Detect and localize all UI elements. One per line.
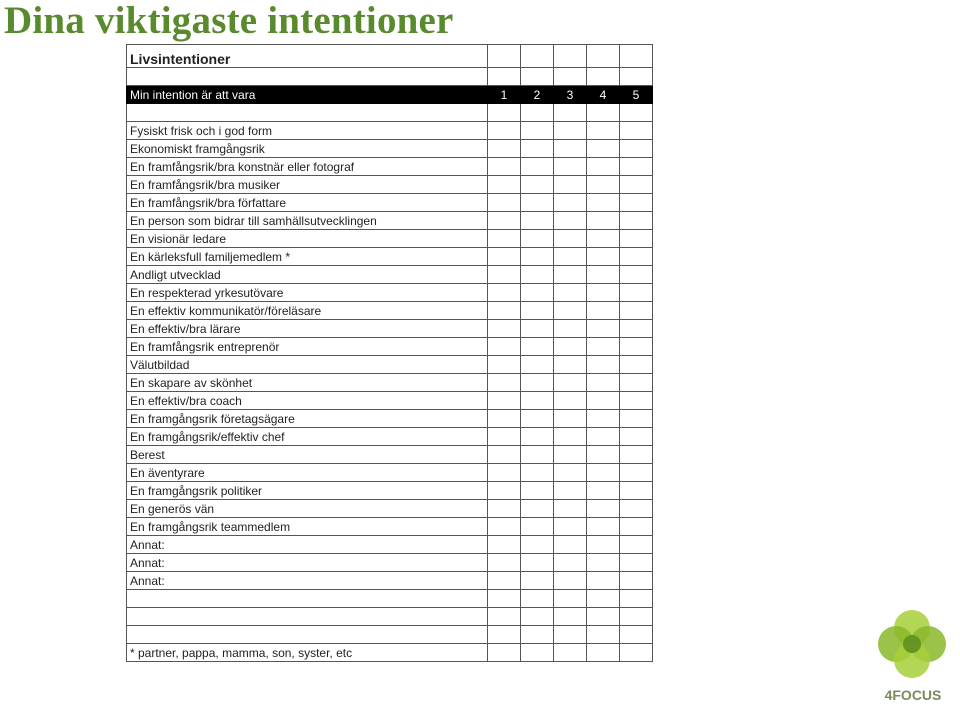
score-cell[interactable] bbox=[521, 554, 554, 572]
blank-row bbox=[127, 626, 653, 644]
score-cell[interactable] bbox=[488, 626, 521, 644]
score-cell[interactable] bbox=[587, 104, 620, 122]
header-row bbox=[127, 86, 653, 104]
row-label bbox=[127, 590, 488, 608]
score-cell[interactable] bbox=[587, 122, 620, 140]
table-row bbox=[127, 284, 653, 302]
score-cell[interactable] bbox=[521, 482, 554, 500]
score-cell[interactable] bbox=[587, 518, 620, 536]
score-cell[interactable] bbox=[620, 194, 653, 212]
score-cell[interactable] bbox=[554, 176, 587, 194]
score-cell[interactable] bbox=[521, 626, 554, 644]
score-cell[interactable] bbox=[488, 500, 521, 518]
score-cell[interactable] bbox=[620, 518, 653, 536]
score-cell[interactable] bbox=[587, 482, 620, 500]
score-cell[interactable] bbox=[620, 158, 653, 176]
row-label bbox=[127, 104, 488, 122]
table-row bbox=[127, 374, 653, 392]
section-title-row bbox=[127, 45, 653, 68]
intention-label: Fysiskt frisk och i god form bbox=[127, 122, 488, 140]
score-cell[interactable] bbox=[488, 518, 521, 536]
score-cell[interactable] bbox=[587, 320, 620, 338]
score-cell[interactable] bbox=[554, 536, 587, 554]
score-cell[interactable] bbox=[620, 482, 653, 500]
score-cell[interactable] bbox=[521, 518, 554, 536]
score-cell[interactable] bbox=[587, 284, 620, 302]
score-cell[interactable] bbox=[620, 45, 653, 68]
table-row bbox=[127, 158, 653, 176]
score-cell[interactable] bbox=[554, 644, 587, 662]
score-cell[interactable] bbox=[521, 45, 554, 68]
score-cell[interactable] bbox=[620, 212, 653, 230]
score-cell[interactable] bbox=[521, 374, 554, 392]
score-cell[interactable] bbox=[488, 45, 521, 68]
table-row bbox=[127, 212, 653, 230]
score-cell[interactable] bbox=[587, 356, 620, 374]
score-cell[interactable] bbox=[554, 590, 587, 608]
table-row bbox=[127, 446, 653, 464]
score-cell[interactable] bbox=[488, 68, 521, 86]
score-cell[interactable] bbox=[620, 176, 653, 194]
score-cell[interactable] bbox=[521, 500, 554, 518]
score-cell[interactable] bbox=[554, 302, 587, 320]
score-cell[interactable] bbox=[587, 626, 620, 644]
score-cell[interactable] bbox=[521, 230, 554, 248]
score-cell[interactable] bbox=[488, 302, 521, 320]
score-cell[interactable] bbox=[587, 572, 620, 590]
score-cell[interactable] bbox=[554, 68, 587, 86]
score-cell[interactable] bbox=[587, 140, 620, 158]
intention-label: Annat: bbox=[127, 536, 488, 554]
score-cell[interactable] bbox=[620, 572, 653, 590]
blank-row bbox=[127, 68, 653, 86]
logo-text: 4FOCUS bbox=[884, 687, 942, 703]
blank-row bbox=[127, 590, 653, 608]
score-cell[interactable] bbox=[488, 320, 521, 338]
score-cell[interactable] bbox=[620, 266, 653, 284]
score-cell[interactable] bbox=[554, 500, 587, 518]
intention-label: En framgångsrik/effektiv chef bbox=[127, 428, 488, 446]
score-cell[interactable] bbox=[521, 284, 554, 302]
scale-header-5: 5 bbox=[620, 86, 653, 104]
score-cell[interactable] bbox=[554, 554, 587, 572]
score-cell[interactable] bbox=[488, 248, 521, 266]
score-cell[interactable] bbox=[587, 194, 620, 212]
4focus-logo bbox=[866, 604, 960, 704]
table-row bbox=[127, 140, 653, 158]
score-cell[interactable] bbox=[587, 45, 620, 68]
score-cell[interactable] bbox=[554, 45, 587, 68]
score-cell[interactable] bbox=[587, 536, 620, 554]
row-label bbox=[127, 626, 488, 644]
score-cell[interactable] bbox=[587, 338, 620, 356]
score-cell[interactable] bbox=[587, 248, 620, 266]
score-cell[interactable] bbox=[620, 68, 653, 86]
score-cell[interactable] bbox=[521, 356, 554, 374]
score-cell[interactable] bbox=[488, 482, 521, 500]
score-cell[interactable] bbox=[521, 104, 554, 122]
score-cell[interactable] bbox=[587, 590, 620, 608]
score-cell[interactable] bbox=[488, 410, 521, 428]
score-cell[interactable] bbox=[554, 356, 587, 374]
score-cell[interactable] bbox=[521, 212, 554, 230]
score-cell[interactable] bbox=[620, 392, 653, 410]
score-cell[interactable] bbox=[521, 590, 554, 608]
score-cell[interactable] bbox=[554, 212, 587, 230]
score-cell[interactable] bbox=[554, 374, 587, 392]
score-cell[interactable] bbox=[554, 428, 587, 446]
score-cell[interactable] bbox=[620, 338, 653, 356]
table-row bbox=[127, 500, 653, 518]
score-cell[interactable] bbox=[587, 302, 620, 320]
score-cell[interactable] bbox=[620, 410, 653, 428]
score-cell[interactable] bbox=[488, 572, 521, 590]
score-cell[interactable] bbox=[620, 122, 653, 140]
table-row bbox=[127, 482, 653, 500]
score-cell[interactable] bbox=[554, 464, 587, 482]
table-row bbox=[127, 428, 653, 446]
page-title: Dina viktigaste intentioner bbox=[4, 0, 454, 42]
score-cell[interactable] bbox=[521, 176, 554, 194]
score-cell[interactable] bbox=[521, 158, 554, 176]
table-row bbox=[127, 302, 653, 320]
intention-label: En person som bidrar till samhällsutvecklingen bbox=[127, 212, 488, 230]
table-row bbox=[127, 518, 653, 536]
score-cell[interactable] bbox=[620, 608, 653, 626]
score-cell[interactable] bbox=[488, 194, 521, 212]
intention-label: En skapare av skönhet bbox=[127, 374, 488, 392]
table-row bbox=[127, 122, 653, 140]
score-cell[interactable] bbox=[587, 176, 620, 194]
score-cell[interactable] bbox=[587, 392, 620, 410]
intentions-table bbox=[126, 44, 653, 662]
score-cell[interactable] bbox=[587, 410, 620, 428]
intention-label: En respekterad yrkesutövare bbox=[127, 284, 488, 302]
score-cell[interactable] bbox=[488, 356, 521, 374]
score-cell[interactable] bbox=[554, 626, 587, 644]
intention-label: Andligt utvecklad bbox=[127, 266, 488, 284]
score-cell[interactable] bbox=[620, 554, 653, 572]
blank-row bbox=[127, 608, 653, 626]
score-cell[interactable] bbox=[620, 104, 653, 122]
score-cell[interactable] bbox=[620, 590, 653, 608]
score-cell[interactable] bbox=[620, 644, 653, 662]
row-label bbox=[127, 68, 488, 86]
score-cell[interactable] bbox=[587, 500, 620, 518]
score-cell[interactable] bbox=[554, 248, 587, 266]
score-cell[interactable] bbox=[488, 284, 521, 302]
score-cell[interactable] bbox=[554, 410, 587, 428]
score-cell[interactable] bbox=[488, 464, 521, 482]
scale-header-3: 3 bbox=[554, 86, 587, 104]
intention-label: Berest bbox=[127, 446, 488, 464]
intention-label: Annat: bbox=[127, 572, 488, 590]
intention-label: En effektiv kommunikatör/föreläsare bbox=[127, 302, 488, 320]
score-cell[interactable] bbox=[587, 266, 620, 284]
score-cell[interactable] bbox=[554, 572, 587, 590]
score-cell[interactable] bbox=[620, 626, 653, 644]
score-cell[interactable] bbox=[554, 482, 587, 500]
score-cell[interactable] bbox=[488, 176, 521, 194]
logo-circle-center bbox=[903, 635, 921, 653]
table-row bbox=[127, 410, 653, 428]
score-cell[interactable] bbox=[620, 536, 653, 554]
score-cell[interactable] bbox=[521, 122, 554, 140]
score-cell[interactable] bbox=[620, 500, 653, 518]
table-row bbox=[127, 572, 653, 590]
table-row bbox=[127, 338, 653, 356]
score-cell[interactable] bbox=[554, 518, 587, 536]
score-cell[interactable] bbox=[488, 266, 521, 284]
header-label: Min intention är att vara bbox=[127, 86, 488, 104]
score-cell[interactable] bbox=[521, 428, 554, 446]
score-cell[interactable] bbox=[521, 248, 554, 266]
table-row bbox=[127, 194, 653, 212]
score-cell[interactable] bbox=[488, 104, 521, 122]
score-cell[interactable] bbox=[587, 554, 620, 572]
score-cell[interactable] bbox=[488, 446, 521, 464]
score-cell[interactable] bbox=[587, 68, 620, 86]
footnote: * partner, pappa, mamma, son, syster, etc bbox=[127, 644, 488, 662]
score-cell[interactable] bbox=[587, 644, 620, 662]
score-cell[interactable] bbox=[488, 338, 521, 356]
score-cell[interactable] bbox=[554, 230, 587, 248]
intention-label: Ekonomiskt framgångsrik bbox=[127, 140, 488, 158]
intention-label: En effektiv/bra lärare bbox=[127, 320, 488, 338]
row-label bbox=[127, 608, 488, 626]
table-row bbox=[127, 392, 653, 410]
score-cell[interactable] bbox=[521, 68, 554, 86]
score-cell[interactable] bbox=[620, 140, 653, 158]
scale-header-2: 2 bbox=[521, 86, 554, 104]
score-cell[interactable] bbox=[521, 644, 554, 662]
score-cell[interactable] bbox=[554, 446, 587, 464]
table-row bbox=[127, 464, 653, 482]
score-cell[interactable] bbox=[488, 140, 521, 158]
score-cell[interactable] bbox=[620, 302, 653, 320]
table-row bbox=[127, 266, 653, 284]
score-cell[interactable] bbox=[488, 230, 521, 248]
score-cell[interactable] bbox=[488, 428, 521, 446]
score-cell[interactable] bbox=[521, 446, 554, 464]
score-cell[interactable] bbox=[488, 392, 521, 410]
score-cell[interactable] bbox=[488, 122, 521, 140]
table-row bbox=[127, 554, 653, 572]
score-cell[interactable] bbox=[620, 464, 653, 482]
score-cell[interactable] bbox=[620, 248, 653, 266]
score-cell[interactable] bbox=[521, 338, 554, 356]
intention-label: Välutbildad bbox=[127, 356, 488, 374]
score-cell[interactable] bbox=[488, 554, 521, 572]
intention-label: En framgångsrik teammedlem bbox=[127, 518, 488, 536]
score-cell[interactable] bbox=[620, 356, 653, 374]
score-cell[interactable] bbox=[587, 158, 620, 176]
score-cell[interactable] bbox=[488, 536, 521, 554]
intention-label: En framfångsrik/bra musiker bbox=[127, 176, 488, 194]
score-cell[interactable] bbox=[488, 590, 521, 608]
score-cell[interactable] bbox=[554, 608, 587, 626]
intention-label: En framfångsrik/bra författare bbox=[127, 194, 488, 212]
score-cell[interactable] bbox=[521, 302, 554, 320]
score-cell[interactable] bbox=[521, 194, 554, 212]
table-row bbox=[127, 230, 653, 248]
table-row bbox=[127, 536, 653, 554]
score-cell[interactable] bbox=[620, 320, 653, 338]
score-cell[interactable] bbox=[620, 284, 653, 302]
score-cell[interactable] bbox=[554, 194, 587, 212]
score-cell[interactable] bbox=[587, 230, 620, 248]
score-cell[interactable] bbox=[554, 158, 587, 176]
score-cell[interactable] bbox=[554, 338, 587, 356]
score-cell[interactable] bbox=[521, 572, 554, 590]
score-cell[interactable] bbox=[521, 266, 554, 284]
scale-header-1: 1 bbox=[488, 86, 521, 104]
score-cell[interactable] bbox=[521, 140, 554, 158]
score-cell[interactable] bbox=[620, 446, 653, 464]
score-cell[interactable] bbox=[521, 464, 554, 482]
score-cell[interactable] bbox=[587, 428, 620, 446]
score-cell[interactable] bbox=[521, 320, 554, 338]
intention-label: En effektiv/bra coach bbox=[127, 392, 488, 410]
score-cell[interactable] bbox=[554, 266, 587, 284]
score-cell[interactable] bbox=[587, 446, 620, 464]
intention-label: En framgångsrik politiker bbox=[127, 482, 488, 500]
footnote-row bbox=[127, 644, 653, 662]
score-cell[interactable] bbox=[620, 374, 653, 392]
intention-label: Annat: bbox=[127, 554, 488, 572]
intention-label: En generös vän bbox=[127, 500, 488, 518]
score-cell[interactable] bbox=[521, 608, 554, 626]
intention-label: En kärleksfull familjemedlem * bbox=[127, 248, 488, 266]
section-title: Livsintentioner bbox=[127, 45, 488, 68]
score-cell[interactable] bbox=[554, 122, 587, 140]
score-cell[interactable] bbox=[554, 140, 587, 158]
intention-label: En framfångsrik/bra konstnär eller fotograf bbox=[127, 158, 488, 176]
score-cell[interactable] bbox=[587, 374, 620, 392]
scale-header-4: 4 bbox=[587, 86, 620, 104]
score-cell[interactable] bbox=[554, 392, 587, 410]
score-cell[interactable] bbox=[587, 608, 620, 626]
score-cell[interactable] bbox=[521, 392, 554, 410]
table-row bbox=[127, 356, 653, 374]
score-cell[interactable] bbox=[488, 212, 521, 230]
intention-label: En visionär ledare bbox=[127, 230, 488, 248]
score-cell[interactable] bbox=[554, 284, 587, 302]
table-row bbox=[127, 248, 653, 266]
score-cell[interactable] bbox=[554, 104, 587, 122]
intention-label: En framfångsrik entreprenör bbox=[127, 338, 488, 356]
score-cell[interactable] bbox=[587, 212, 620, 230]
score-cell[interactable] bbox=[488, 608, 521, 626]
table-row bbox=[127, 176, 653, 194]
table-row bbox=[127, 320, 653, 338]
score-cell[interactable] bbox=[488, 374, 521, 392]
score-cell[interactable] bbox=[620, 428, 653, 446]
score-cell[interactable] bbox=[488, 158, 521, 176]
score-cell[interactable] bbox=[554, 320, 587, 338]
blank-row bbox=[127, 104, 653, 122]
intention-label: En framgångsrik företagsägare bbox=[127, 410, 488, 428]
score-cell[interactable] bbox=[620, 230, 653, 248]
score-cell[interactable] bbox=[587, 464, 620, 482]
score-cell[interactable] bbox=[521, 536, 554, 554]
intention-label: En äventyrare bbox=[127, 464, 488, 482]
score-cell[interactable] bbox=[521, 410, 554, 428]
score-cell[interactable] bbox=[488, 644, 521, 662]
